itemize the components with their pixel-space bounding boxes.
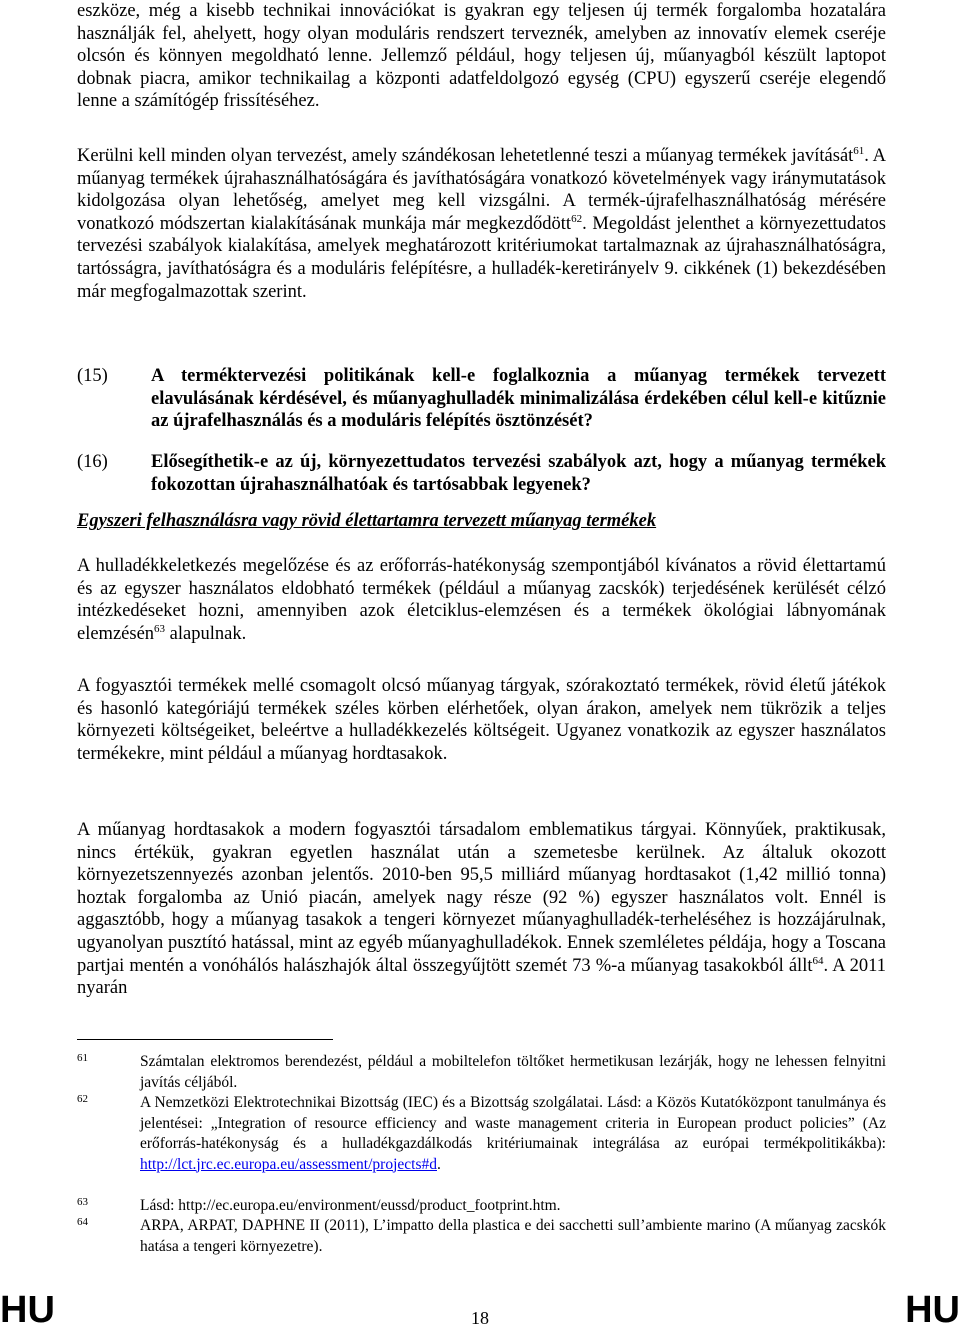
paragraph-text: alapulnak. <box>165 623 247 644</box>
footnote-61 <box>77 1052 886 1093</box>
question-text: Elősegíthetik-e az új, környezettudatos tervezési szabályok azt, hogy a műanyag termékek fokozottan újrahasználhatóak és tartósabbak legyenek? <box>151 452 886 495</box>
footnote-number: 61 <box>77 1052 88 1064</box>
paragraph-intro <box>77 0 886 113</box>
paragraph-text: Kerülni kell minden olyan tervezést, amely szándékosan lehetetlenné teszi a műanyag termékek javítását <box>77 146 854 166</box>
footnote-number: 64 <box>77 1216 88 1228</box>
footnote-link[interactable]: http://lct.jrc.ec.europa.eu/assessment/projects#d <box>140 1155 437 1173</box>
footnote-number: 63 <box>77 1196 88 1208</box>
footnote-text: ARPA, ARPAT, DAPHNE II (2011), L’impatto della plastica e dei sacchetti sull’ambiente marino (A műanyag zacskók hatása a tengeri környezetre). <box>140 1217 886 1255</box>
footnote-text-tail: . <box>437 1155 441 1173</box>
question-number: (16) <box>77 452 108 472</box>
footer-language-right: HU <box>905 1289 960 1331</box>
paragraph-text: . A 2011 nyarán <box>77 955 886 999</box>
footnote-ref[interactable]: 63 <box>154 622 166 635</box>
paragraph-waste-prevention <box>77 555 886 645</box>
paragraph-text: . A műanyag termékek újrahasználhatóságára és javíthatóságára vonatkozó követelmények vagy iránymutatások kidolgozása olyan lehetőség, amelyet meg kell vizsgálni. A termék-újrafelhasználhatóság mérésére vonatkozó módszertan kialakításának munkája már megkezdődött <box>77 146 886 234</box>
paragraph-consumer-products <box>77 675 886 765</box>
footnote-divider <box>77 1039 333 1040</box>
footnote-text <box>140 1093 886 1175</box>
paragraph-text: A műanyag hordtasakok a modern fogyasztói társadalom emblematikus tárgyai. Könnyűek, praktikusak, nincs értékük, gyakran egyetlen használat után a szemetesbe kerülnek. Az általuk okozott környezetszennyezés azonban jelentős. 2010-ben 95,5 milliárd műanyag hordtasakot (1,42 millió tonna) hoztak forgalomba az Unió piacán, amelyek nagy része (92 %) egyszer használatos volt. Ennél is aggasztóbb, hogy a műanyag tasakok a tengeri környezet műanyaghulladék-terheléséhez is hozzájárulnak, ugyanolyan pusztító hatással, mint az egyéb műanyaghulladékok. Ennek szemléletes példája, hogy a Toscana partjai mentén a vonóhálós halászhajók által összegyűjtött szemét 73 %-a műanyag tasakokból állt <box>77 820 886 976</box>
footnote-ref[interactable]: 61 <box>853 145 865 157</box>
footnote-62 <box>77 1093 886 1175</box>
footnote-text-body: A Nemzetközi Elektrotechnikai Bizottság (IEC) és a Bizottság szolgálatai. Lásd: a Közös Kutatóközpont tanulmánya és jelentései: „Integration of resource efficiency and waste management criteria in European product policies” (Az erőforrás-hatékonyság és a hulladékgazdálkodás kritériumainak integrálása az európai termékpolitikákba): <box>140 1094 886 1152</box>
paragraph-repair <box>77 145 886 303</box>
paragraph-text: . Megoldást jelenthet a környezettudatos tervezési szabályok kialakítása, amelyek meghatározott kritériumokat tartalmaznak az újrahasználhatóságra, tartósságra, javíthatóságra és a moduláris felépítésre, a hulladék-keretirányelv 9. cikkének (1) bekezdésében már megfogalmazottak szerint. <box>77 213 886 302</box>
footnote-ref[interactable]: 64 <box>812 954 824 967</box>
footnote-ref[interactable]: 62 <box>571 212 583 225</box>
question-15 <box>77 365 886 433</box>
question-16 <box>77 451 886 496</box>
footnote-number: 62 <box>77 1093 88 1105</box>
question-number: (15) <box>77 366 108 386</box>
page-number: 18 <box>471 1308 489 1328</box>
footnote-64 <box>77 1216 886 1257</box>
footnote-text: Lásd: http://ec.europa.eu/environment/eussd/product_footprint.htm. <box>140 1197 561 1214</box>
paragraph-text: eszköze, még a kisebb technikai innovációkat is gyakran egy teljesen új termék forgalomba hozatalára használják fel, ahelyett, hogy olyan moduláris rendszert terveznék, amelyben az innovatív elemek cseréje olcsón és könnyen megoldható lenne. Jellemző például, hogy teljesen új, műanyagból készült laptopot dobnak piacra, amikor technikailag a központi adatfeldolgozó egység (CPU) egyszerű cseréje elegendő lenne a számítógép frissítéséhez. <box>77 1 886 112</box>
paragraph-plastic-bags <box>77 819 886 1000</box>
footnote-text: Számtalan elektromos berendezést, például a mobiltelefon töltőket hermetikusan lezárják, hogy ne lehessen felnyitni javítás céljából. <box>140 1053 886 1091</box>
footer-language-left: HU <box>0 1289 55 1331</box>
footnote-63 <box>77 1196 886 1217</box>
paragraph-text: A hulladékkeletkezés megelőzése és az erőforrás-hatékonyság szempontjából kívánatos a rövid élettartamú és az egyszer használatos eldobható termékek (például a műanyag zacskók) terjedésének kerülését célzó intézkedéseket hozni, amennyiben azok életciklus-elemzésen és a termékek ökológiai lábnyomának elemzésén <box>77 556 886 644</box>
paragraph-text: A fogyasztói termékek mellé csomagolt olcsó műanyag tárgyak, szórakoztató termékek, rövid életű játékok és hasonló kategóriájú termékek széles körben elérhetőek, olyan árakon, amelyek nem tükrözik a teljes környezeti költségeiket, beleértve a hulladékkezelés költségeit. Ugyanez vonatkozik az egyszer használatos termékekre, mint például a műanyag hordtasakok. <box>77 676 886 764</box>
question-text: A terméktervezési politikának kell-e foglalkoznia a műanyag termékek tervezett elavulásának kérdésével, és műanyaghulladék minimalizálása érdekében célul kell-e kitűznie az újrafelhasználás és a moduláris felépítés ösztönzését? <box>151 366 886 432</box>
section-heading: Egyszeri felhasználásra vagy rövid élettartamra tervezett műanyag termékek <box>77 511 657 531</box>
